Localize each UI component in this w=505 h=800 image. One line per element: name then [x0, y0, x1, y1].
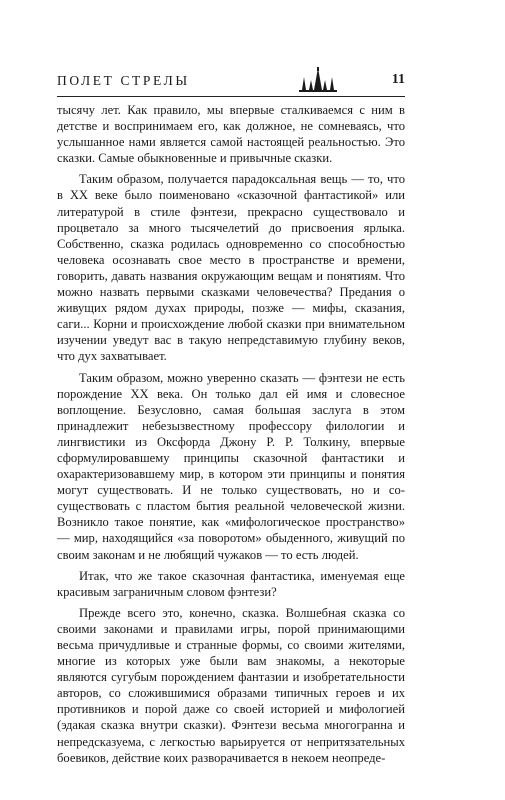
page-number: 11 — [391, 72, 405, 87]
paragraph: Таким образом, можно уверенно сказать — фэнтези не есть порождение XX века. Он только дал ей имя и словесное воплощение. Безусловно, самая большая заслуга в этом принадлежит небезызвестному профессору филологии и лингвистики из Оксфорда Джону Р. Р. Толкину, впервые сформулировавшему принципы сказочной фантастики и охарактеризовавшему мир, в котором эти принципы и понятия могут существовать. И не только существовать, но и со-существовать с пластом бытия реальной человеческой жизни. Возникло такое понятие, как «мифологическое пространство» — мир, находящийся «за поворотом» обыденного, живущий по своим законам и не любящий чужаков — то есть людей. — [57, 370, 405, 562]
paragraph: Прежде всего это, конечно, сказка. Волшебная сказка со своими законами и правилами игры, порой принимающими весьма причудливые и странные формы, со своими жителями, многие из которых уже были вам знакомы, а некоторые являются сугубым порождением фантазии и изобретательности авторов, со сложившимися образами типичных героев и их противников и порой даже со своей историей и мифологией (эдакая сказка внутри сказки). Фэнтези весьма многогранна и непредсказуема, с легкостью варьируется от непритязательных боевиков, действие коих разворачивается в некоем неопреде- — [57, 605, 405, 765]
running-title: ПОЛЕТ СТРЕЛЫ — [57, 73, 190, 88]
header-rule — [57, 96, 405, 97]
page-header — [57, 67, 405, 95]
paragraph: Итак, что же такое сказочная фантастика, именуемая еще красивым заграничным словом фэнтези? — [57, 568, 405, 599]
paragraph: Таким образом, получается парадоксальная вещь — то, что в XX веке было поименовано «сказочной фантастикой» или литературой в стиле фэнтези, прекрасно существовало и процветало за много тысячелетий до присвоения ярлыка. Собственно, сказка родилась одновременно со способностью человека осознавать свое место в пространстве и времени, говорить, давать названия окружающим вещам и понятиям. Что можно назвать первыми сказками человечества? Предания о живущих рядом духах природы, позже — мифы, сказания, саги... Корни и происхождение любой сказки при внимательном изучении уведут вас в такую непредставимую глубину веков, что дух захватывает. — [57, 172, 405, 364]
body-text — [57, 102, 405, 766]
paragraph: тысячу лет. Как правило, мы впервые сталкиваемся с ним в детстве и воспринимаем его, как должное, не сомневаясь, что услышанное нами является самой настоящей реальностью. Это сказки. Самые обыкновенные и привычные сказки. — [57, 103, 405, 166]
castle-emblem-icon — [297, 67, 339, 93]
